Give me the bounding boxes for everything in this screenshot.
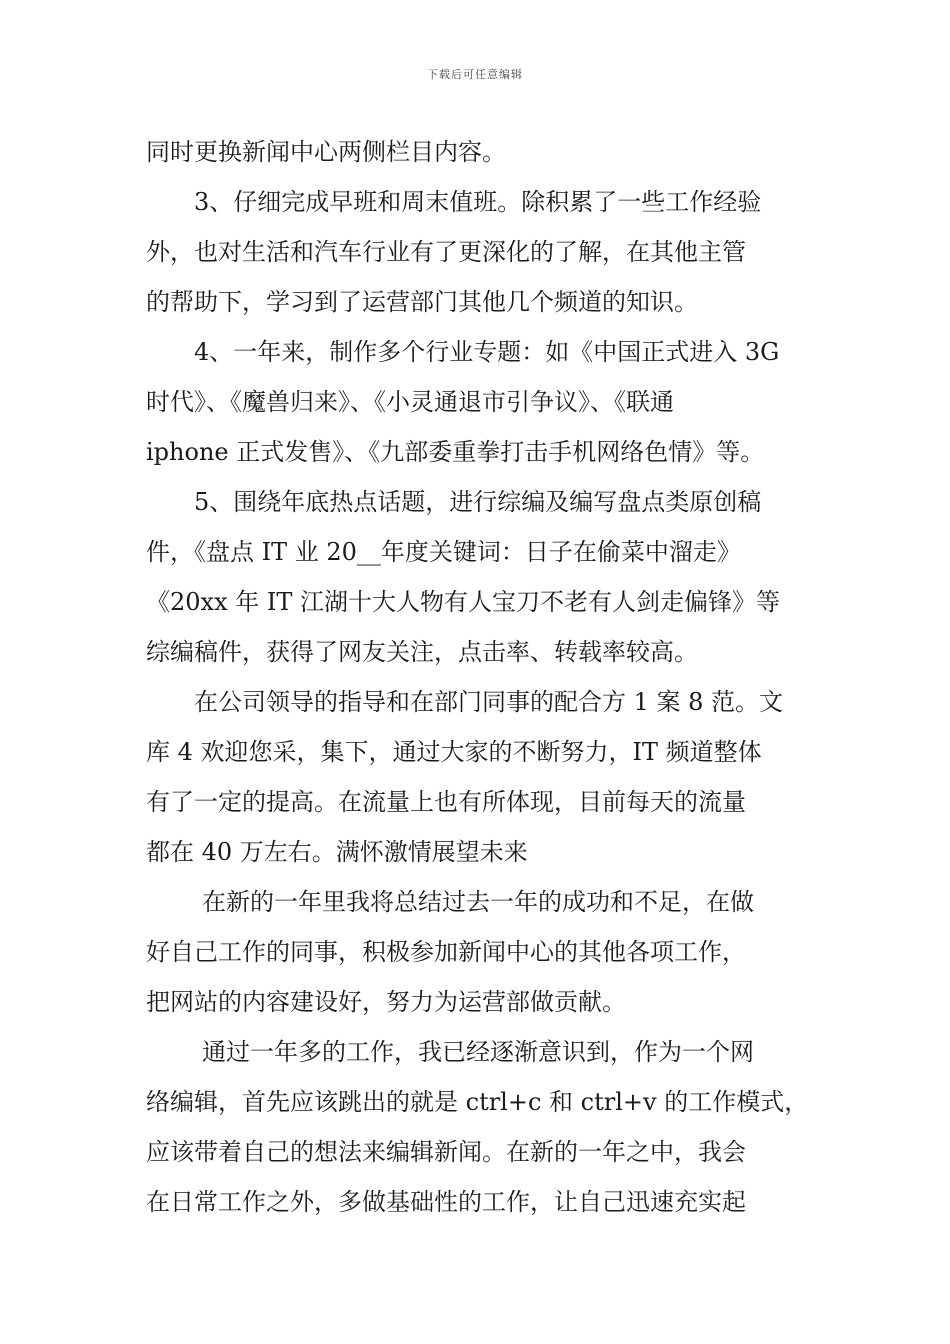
page-header: 下载后可任意编辑 [427, 68, 523, 81]
text-line: 3、仔细完成早班和周末值班。除积累了一些工作经验 [194, 188, 762, 216]
text-line: 同时更换新闻中心两侧栏目内容。 [146, 138, 506, 166]
text-line: 时代》、《魔兽归来》、《小灵通退市引争议》、《联通 [146, 388, 674, 416]
text-line: 外，也对生活和汽车行业有了更深化的了解，在其他主管 [146, 238, 746, 266]
text-line: 综编稿件，获得了网友关注，点击率、转载率较高。 [146, 638, 698, 666]
document-body [146, 127, 816, 1227]
text-line: iphone 正式发售》、《九部委重拳打击手机网络色情》等。 [146, 438, 765, 466]
text-line: 都在 40 万左右。满怀激情展望未来 [146, 838, 528, 866]
text-line: 在公司领导的指导和在部门同事的配合方 1 案 8 范。文 [194, 688, 784, 716]
text-line: 4、一年来，制作多个行业专题：如《中国正式进入 3G [194, 338, 780, 366]
text-line: 5、围绕年底热点话题，进行综编及编写盘点类原创稿 [194, 488, 762, 516]
text-line: 在新的一年里我将总结过去一年的成功和不足，在做 [202, 888, 754, 916]
text-line: 在日常工作之外，多做基础性的工作，让自己迅速充实起 [146, 1188, 746, 1216]
text-line: 库 4 欢迎您采，集下，通过大家的不断努力，IT 频道整体 [146, 738, 762, 766]
text-line: 通过一年多的工作，我已经逐渐意识到，作为一个网 [202, 1038, 754, 1066]
text-line: 的帮助下，学习到了运营部门其他几个频道的知识。 [146, 288, 698, 316]
text-line: 应该带着自己的想法来编辑新闻。在新的一年之中，我会 [146, 1138, 746, 1166]
text-line: 件，《盘点 IT 业 20__年度关键词：日子在偷菜中溜走》 [146, 538, 741, 566]
text-line: 好自己工作的同事，积极参加新闻中心的其他各项工作， [146, 938, 746, 966]
text-line: 络编辑，首先应该跳出的就是 ctrl+c 和 ctrl+v 的工作模式， [146, 1088, 809, 1116]
text-line: 把网站的内容建设好，努力为运营部做贡献。 [146, 988, 626, 1016]
text-line: 《20xx 年 IT 江湖十大人物有人宝刀不老有人剑走偏锋》等 [146, 588, 780, 616]
text-line: 有了一定的提高。在流量上也有所体现，目前每天的流量 [146, 788, 746, 816]
